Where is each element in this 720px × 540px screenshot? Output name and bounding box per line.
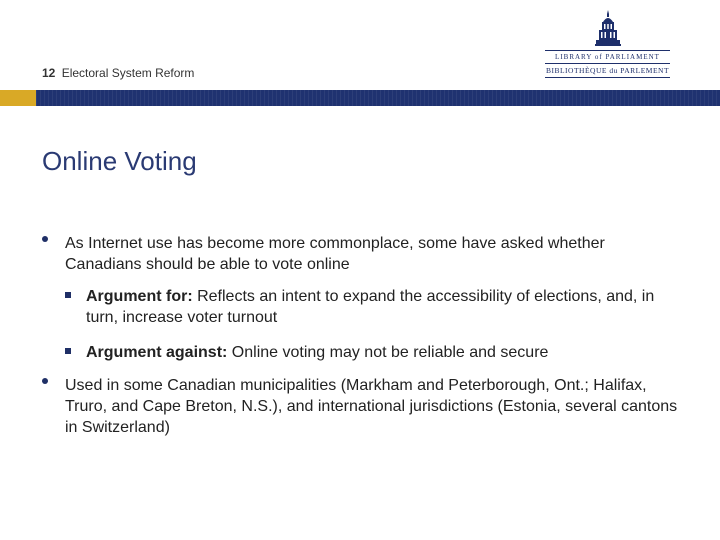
- slide-header: [0, 0, 720, 90]
- sub-bullet-square-icon: [65, 292, 71, 298]
- bullet-dot-icon: [42, 378, 48, 384]
- slide-title: Online Voting: [42, 146, 197, 176]
- library-of-parliament-logo: [545, 10, 670, 80]
- slide-number-line: [42, 66, 194, 80]
- library-of-parliament-building-icon: [593, 10, 623, 48]
- sub-bullet-label: Argument for:: [86, 288, 193, 305]
- logo-name-en: LIBRARY of PARLIAMENT: [555, 53, 660, 61]
- bullet-text: As Internet use has become more commonplace, some have asked whether Canadians should be able to vote online: [65, 235, 605, 273]
- bullet-text: Used in some Canadian municipalities (Markham and Peterborough, Ont.; Halifax, Truro, and Cape Breton, N.S.), and international jurisdictions (Estonia, several cantons in Switzerland): [65, 377, 678, 436]
- deck-title: Electoral System Reform: [61, 66, 195, 80]
- sub-bullet-body: Online voting may not be reliable and secure: [227, 344, 549, 361]
- sub-bullet-square-icon: [65, 348, 71, 354]
- slide-number: 12: [42, 66, 56, 80]
- logo-name-fr: BIBLIOTHÈQUE du PARLEMENT: [545, 66, 670, 75]
- header-band-accent: [0, 90, 36, 106]
- logo-rule-middle: [545, 63, 670, 64]
- sub-bullet-text: [86, 286, 676, 328]
- logo-rule-top: [545, 50, 670, 51]
- sub-bullet-body: Reflects an intent to expand the accessibility of elections, and, in turn, increase voter turnout: [86, 288, 655, 326]
- sub-bullet-label: Argument against:: [86, 344, 228, 361]
- logo-rule-bottom: [545, 77, 670, 78]
- header-band: [0, 90, 720, 106]
- sub-bullet-text: [86, 342, 676, 363]
- bullet-dot-icon: [42, 236, 48, 242]
